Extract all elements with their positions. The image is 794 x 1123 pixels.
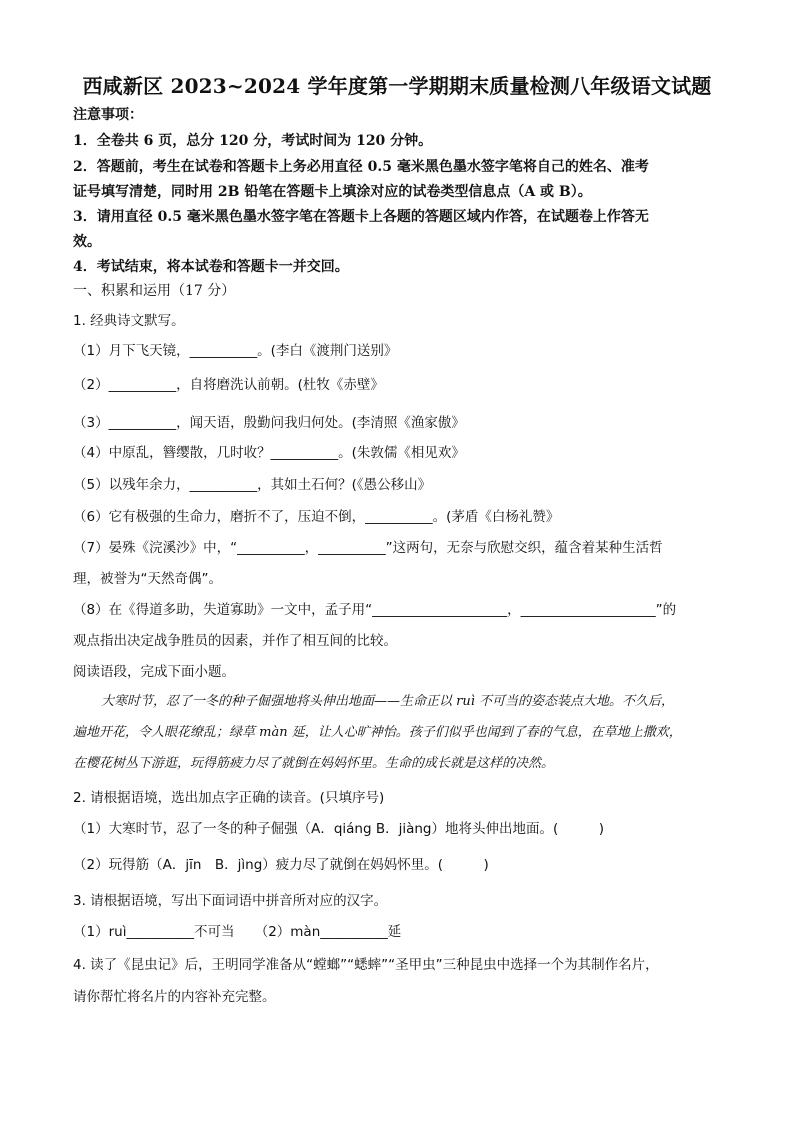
section-heading: 一、积累和运用（17 分） — [73, 283, 236, 299]
question-1-item: 观点指出决定战争胜员的因素，并作了相互间的比较。 — [73, 633, 397, 649]
question-1-item: （8）在《得道多助，失道寡助》一文中，孟子用“____________________，____________________”的 — [73, 602, 677, 618]
question-2-item: （1）大寒时节，忍了一冬的种子倔强（A．qiáng B．jiàng）地将头伸出地面。( ) — [73, 821, 605, 837]
question-3-items: （1）ruì__________不可当 （2）màn__________延 — [73, 924, 402, 940]
exam-title: 西咸新区 2023~2024 学年度第一学期期末质量检测八年级语文试题 — [82, 74, 712, 98]
reading-intro: 阅读语段，完成下面小题。 — [73, 664, 235, 680]
question-1-item: （5）以残年余力，__________，其如土石何？(《愚公移山》 — [73, 477, 432, 493]
notice-item: 2．答题前，考生在试卷和答题卡上务必用直径 0.5 毫米黑色墨水签字笔将自己的姓名、准考 — [73, 159, 649, 175]
question-2-item: （2）玩得筋（A．jīn B．jìng）疲力尽了就倒在妈妈怀里。( ) — [73, 857, 489, 873]
notice-item: 证号填写清楚，同时用 2B 铅笔在答题卡上填涂对应的试卷类型信息点（A 或 B）。 — [73, 184, 592, 200]
passage-line: 大寒时节，忍了一冬的种子倔强地将头伸出地面——生命正以 ruì 不可当的姿态装点大地。不久后， — [101, 694, 675, 709]
question-1-stem: 1. 经典诗文默写。 — [73, 313, 185, 329]
notice-item: 3．请用直径 0.5 毫米黑色墨水签字笔在答题卡上各题的答题区域内作答，在试题卷上作答无 — [73, 209, 649, 225]
question-1-item: （7）晏殊《浣溪沙》中，“__________，__________”这两句，无奈与欣慰交织，蕴含着某种生活哲 — [73, 540, 663, 556]
notice-item: 效。 — [73, 234, 101, 250]
passage-line: 在樱花树丛下游逛，玩得筋疲力尽了就倒在妈妈怀里。生命的成长就是这样的决然。 — [73, 756, 555, 771]
question-1-item: （6）它有极强的生命力，磨折不了，压迫不倒，__________。(茅盾《白杨礼赞》 — [73, 509, 560, 525]
question-4-line: 4. 读了《昆虫记》后，王明同学准备从“螳螂”“蟋蟀”“圣甲虫”三种昆虫中选择一个为其制作名片， — [73, 957, 659, 973]
passage-line: 遍地开花，令人眼花缭乱；绿草 màn 延，让人心旷神怡。孩子们似乎也闻到了春的气息，在草地上撒欢， — [73, 725, 682, 740]
question-2-stem: 2. 请根据语境，选出加点字正确的读音。(只填序号) — [73, 790, 385, 806]
question-1-item: （1）月下飞天镜，__________。(李白《渡荆门送别》 — [73, 343, 398, 359]
question-1-item: （3）__________，闻天语，殷勤问我归何处。(李清照《渔家傲》 — [73, 415, 465, 431]
notice-item: 4．考试结束，将本试卷和答题卡一并交回。 — [73, 259, 349, 275]
question-1-item: （4）中原乱，簪缨散，几时收？__________。(朱敦儒《相见欢》 — [73, 445, 465, 461]
question-4-line: 请你帮忙将名片的内容补充完整。 — [73, 989, 276, 1005]
question-1-item: （2）__________，自将磨洗认前朝。(杜牧《赤壁》 — [73, 377, 384, 393]
reading-passage — [73, 686, 723, 779]
question-3-stem: 3. 请根据语境，写出下面词语中拼音所对应的汉字。 — [73, 893, 388, 909]
question-1-item: 理，被誉为“天然奇偶”。 — [73, 571, 222, 587]
notice-heading: 注意事项： — [73, 107, 143, 123]
notice-item: 1．全卷共 6 页，总分 120 分，考试时间为 120 分钟。 — [73, 133, 433, 149]
